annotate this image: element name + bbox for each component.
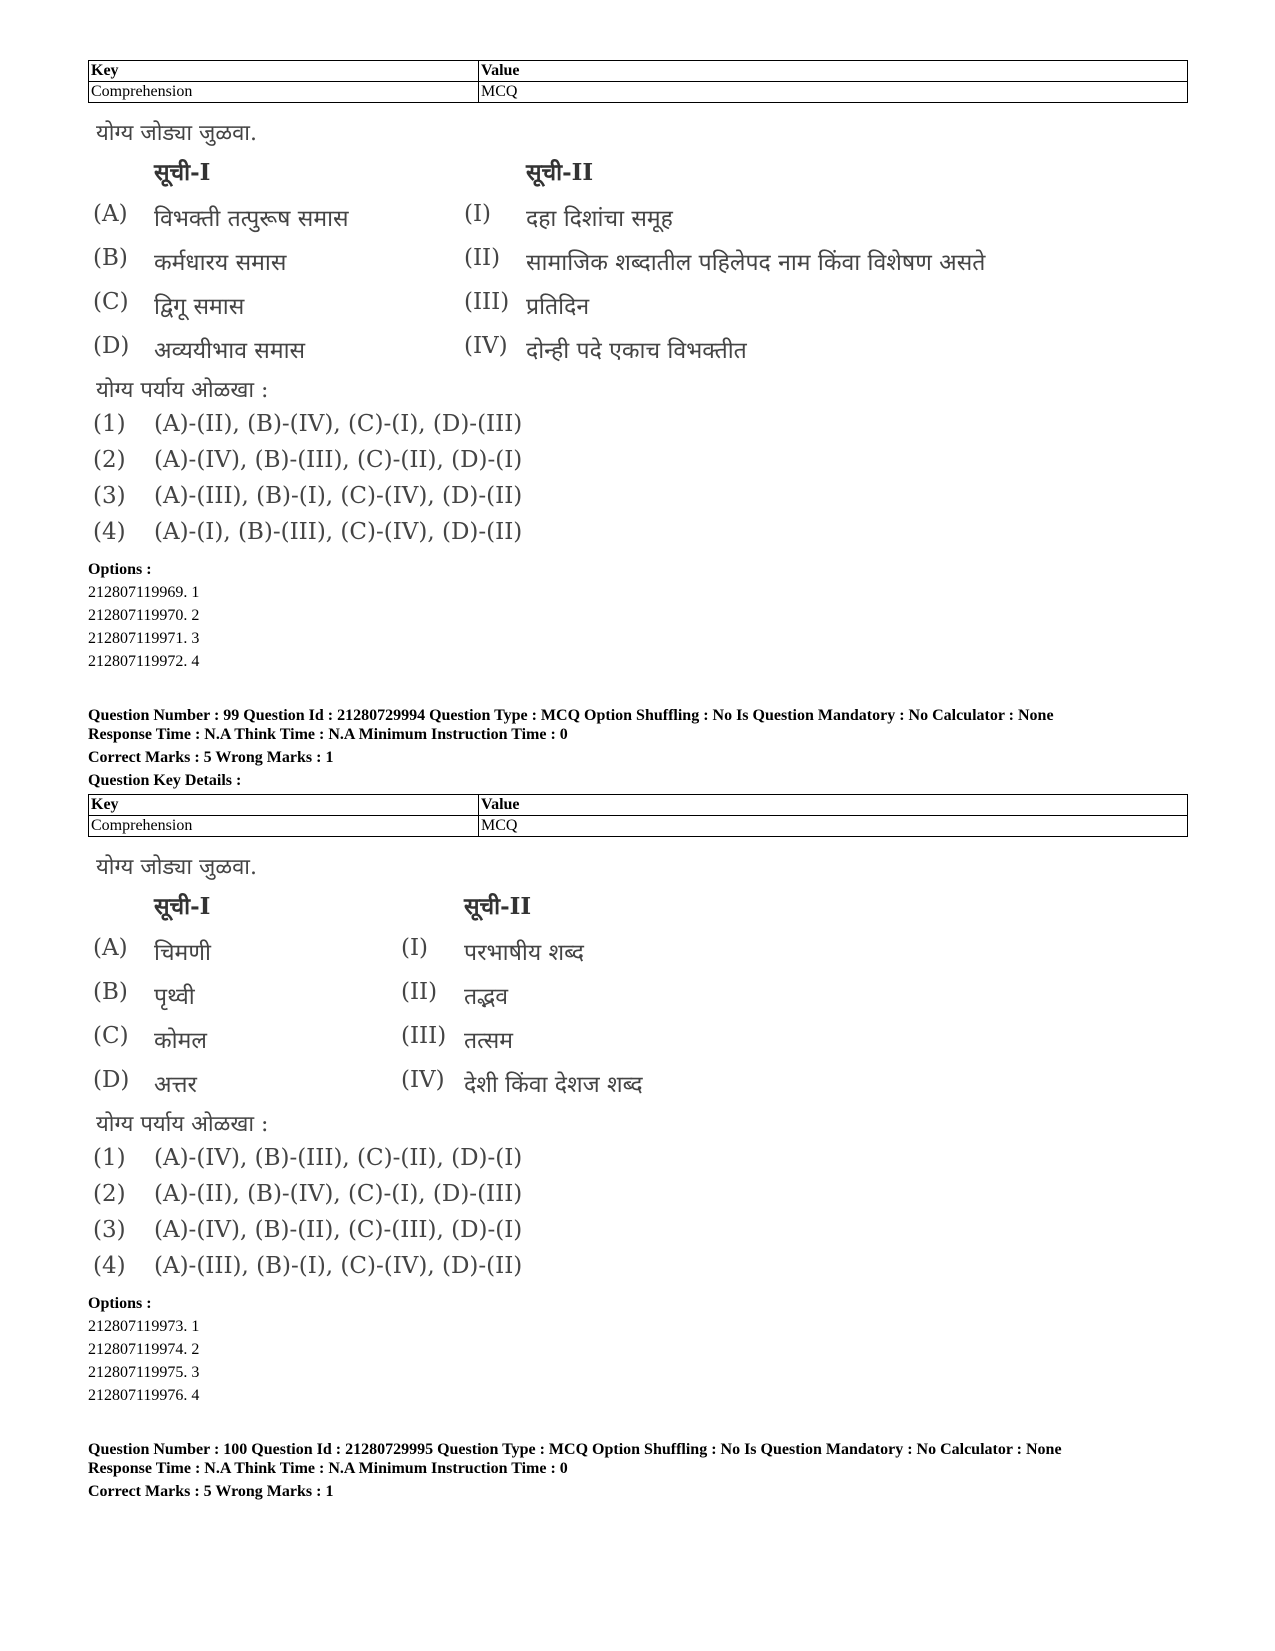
option-item: 212807119973. 1 <box>88 1318 200 1335</box>
answer-number: (3) <box>93 483 126 509</box>
match-row <box>88 1017 1188 1061</box>
answer-text: (A)-(IV), (B)-(III), (C)-(II), (D)-(I) <box>154 447 523 473</box>
list-1-item: चिमणी <box>154 940 211 966</box>
options-heading: Options : <box>88 561 152 578</box>
match-row <box>88 283 1188 327</box>
list-headings <box>88 151 1188 195</box>
option-item: 212807119974. 2 <box>88 1341 200 1358</box>
answer-choice <box>88 1179 1188 1215</box>
question-key-table <box>88 60 1188 103</box>
question-marks: Correct Marks : 5 Wrong Marks : 1 <box>88 1483 334 1500</box>
answer-choice <box>88 1143 1188 1179</box>
answer-number: (2) <box>93 447 126 473</box>
row-label: (D) <box>93 333 130 359</box>
list-headings <box>88 885 1188 929</box>
answer-text: (A)-(IV), (B)-(III), (C)-(II), (D)-(I) <box>154 1145 523 1171</box>
option-item: 212807119969. 1 <box>88 584 200 601</box>
row-roman: (I) <box>401 935 429 961</box>
row-label: (A) <box>93 935 128 961</box>
option-item: 212807119971. 3 <box>88 630 200 647</box>
list-2-item: परभाषीय शब्द <box>464 940 585 966</box>
answer-choice <box>88 481 1188 517</box>
question-image-99 <box>88 851 1188 1287</box>
option-item: 212807119976. 4 <box>88 1387 200 1404</box>
list-2-item: तद्भव <box>464 984 509 1010</box>
table-row <box>89 82 1188 103</box>
list-2-heading: सूची-II <box>464 893 532 920</box>
option-item: 212807119970. 2 <box>88 607 200 624</box>
question-meta-line-1: Question Number : 100 Question Id : 21280729995 Question Type : MCQ Option Shuffling : No Is Question Mandatory : No Calculator : None <box>88 1441 1062 1458</box>
question-meta-line-1: Question Number : 99 Question Id : 21280729994 Question Type : MCQ Option Shuffling : No Is Question Mandatory : No Calculator : None <box>88 707 1054 724</box>
list-1-item: कर्मधारय समास <box>154 250 287 276</box>
list-1-heading: सूची-I <box>154 893 211 920</box>
list-2-item: सामाजिक शब्दातील पहिलेपद नाम किंवा विशेषण असते <box>526 250 986 276</box>
row-label: (C) <box>93 1023 129 1049</box>
row-roman: (IV) <box>464 333 508 359</box>
answer-choice <box>88 409 1188 445</box>
row-roman: (III) <box>401 1023 447 1049</box>
answer-choice <box>88 1251 1188 1287</box>
list-1-heading: सूची-I <box>154 159 211 186</box>
row-roman: (II) <box>464 245 501 271</box>
list-1-item: पृथ्वी <box>154 984 195 1010</box>
table-header-value: Value <box>479 61 1188 82</box>
list-1-item: द्विगू समास <box>154 294 245 320</box>
row-label: (B) <box>93 245 128 271</box>
answer-choice <box>88 445 1188 481</box>
table-row <box>89 816 1188 837</box>
answer-number: (3) <box>93 1217 126 1243</box>
list-2-item: दोन्ही पदे एकाच विभक्तीत <box>526 338 747 364</box>
match-row <box>88 929 1188 973</box>
table-cell-value: MCQ <box>479 816 1188 837</box>
list-1-item: विभक्ती तत्पुरूष समास <box>154 206 349 232</box>
options-heading: Options : <box>88 1295 152 1312</box>
answer-number: (1) <box>93 1145 126 1171</box>
answer-text: (A)-(II), (B)-(IV), (C)-(I), (D)-(III) <box>154 1181 523 1207</box>
table-header-row <box>89 795 1188 816</box>
question-title: योग्य जोड्या जुळवा. <box>96 855 257 880</box>
question-meta-line-2: Response Time : N.A Think Time : N.A Minimum Instruction Time : 0 <box>88 1460 568 1477</box>
list-2-item: प्रतिदिन <box>526 294 590 320</box>
answer-text: (A)-(II), (B)-(IV), (C)-(I), (D)-(III) <box>154 411 523 437</box>
row-label: (B) <box>93 979 128 1005</box>
table-header-key: Key <box>89 795 479 816</box>
answer-number: (1) <box>93 411 126 437</box>
row-roman: (II) <box>401 979 438 1005</box>
table-cell-key: Comprehension <box>89 82 479 103</box>
option-item: 212807119972. 4 <box>88 653 200 670</box>
list-2-heading: सूची-II <box>526 159 594 186</box>
match-row <box>88 973 1188 1017</box>
table-header-value: Value <box>479 795 1188 816</box>
match-row <box>88 1061 1188 1105</box>
question-key-details-label: Question Key Details : <box>88 772 242 789</box>
answer-text: (A)-(IV), (B)-(II), (C)-(III), (D)-(I) <box>154 1217 523 1243</box>
table-header-row <box>89 61 1188 82</box>
table-header-key: Key <box>89 61 479 82</box>
list-2-item: देशी किंवा देशज शब्द <box>464 1072 643 1098</box>
row-label: (C) <box>93 289 129 315</box>
table-cell-value: MCQ <box>479 82 1188 103</box>
row-label: (D) <box>93 1067 130 1093</box>
question-key-table <box>88 794 1188 837</box>
question-meta-line-2: Response Time : N.A Think Time : N.A Minimum Instruction Time : 0 <box>88 726 568 743</box>
answer-number: (2) <box>93 1181 126 1207</box>
question-marks: Correct Marks : 5 Wrong Marks : 1 <box>88 749 334 766</box>
choose-option-prompt: योग्य पर्याय ओळखा : <box>96 1112 269 1137</box>
match-row <box>88 239 1188 283</box>
list-1-item: अव्ययीभाव समास <box>154 338 306 364</box>
answer-number: (4) <box>93 1253 126 1279</box>
list-1-item: कोमल <box>154 1028 207 1054</box>
answer-choice <box>88 517 1188 553</box>
list-2-item: तत्सम <box>464 1028 513 1054</box>
answer-text: (A)-(I), (B)-(III), (C)-(IV), (D)-(II) <box>154 519 523 545</box>
question-title: योग्य जोड्या जुळवा. <box>96 121 257 146</box>
match-row <box>88 195 1188 239</box>
answer-text: (A)-(III), (B)-(I), (C)-(IV), (D)-(II) <box>154 483 523 509</box>
match-row <box>88 327 1188 371</box>
answer-text: (A)-(III), (B)-(I), (C)-(IV), (D)-(II) <box>154 1253 523 1279</box>
answer-number: (4) <box>93 519 126 545</box>
option-item: 212807119975. 3 <box>88 1364 200 1381</box>
answer-choice <box>88 1215 1188 1251</box>
row-roman: (III) <box>464 289 510 315</box>
row-label: (A) <box>93 201 128 227</box>
row-roman: (I) <box>464 201 492 227</box>
list-2-item: दहा दिशांचा समूह <box>526 206 673 232</box>
table-cell-key: Comprehension <box>89 816 479 837</box>
list-1-item: अत्तर <box>154 1072 197 1098</box>
question-image-98 <box>88 117 1188 553</box>
document-page <box>88 60 1188 1501</box>
choose-option-prompt: योग्य पर्याय ओळखा : <box>96 378 269 403</box>
row-roman: (IV) <box>401 1067 445 1093</box>
